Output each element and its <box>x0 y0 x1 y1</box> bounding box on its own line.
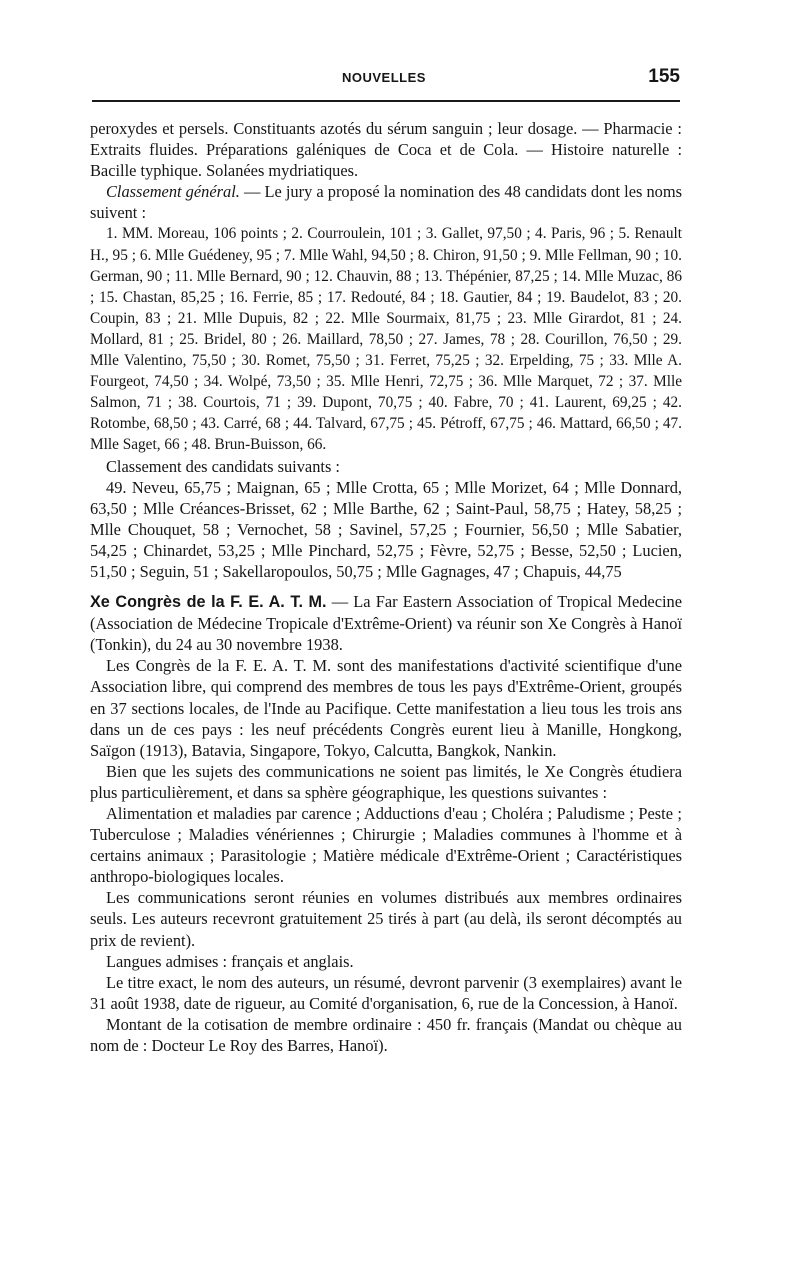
page-number: 155 <box>648 66 680 87</box>
congress-intro-paragraph <box>90 591 682 655</box>
congress-paragraph: Langues admises : français et anglais. <box>106 951 354 971</box>
congress-heading: Xe Congrès de la F. E. A. T. M. <box>90 593 327 612</box>
congress-paragraph: Le titre exact, le nom des auteurs, un résumé, devront parvenir (3 exemplaires) avant le 31 août 1938, date de rigueur, au Comité d'organisation, 6, rue de la Concession, à Hanoï. <box>90 972 682 1013</box>
general-ranking-intro <box>90 181 682 223</box>
general-ranking-label: Classement général. <box>106 182 240 202</box>
running-title: NOUVELLES <box>342 70 426 85</box>
pharmacy-continuation-paragraph: peroxydes et persels. Constituants azotés du sérum sanguin ; leur dosage. — Pharmacie : Extraits fluides. Préparations galéniques de Coca et de Cola. — Histoire naturelle : Bacille typhique. Solanées mydriatiques. <box>90 119 682 181</box>
following-candidates-label: Classement des candidats suivants : <box>106 456 340 476</box>
congress-paragraph: Bien que les sujets des communications ne soient pas limités, le Xe Congrès étudiera plus particulièrement, et dans sa sphère géographique, les questions suivantes : <box>90 761 682 802</box>
congress-intro-text: — La Far Eastern Association of Tropical Medecine (Association de Médecine Tropicale d'Extrême-Orient) va réunir son Xe Congrès à Hanoï (Tonkin), du 24 au 30 novembre 1938. <box>90 592 683 655</box>
running-header <box>90 66 680 90</box>
section-gap <box>90 582 682 591</box>
general-ranking-text: — Le jury a proposé la nomination des 48 candidats dont les noms suivent : <box>90 182 683 223</box>
congress-paragraph: Les Congrès de la F. E. A. T. M. sont des manifestations d'activité scientifique d'une Association libre, qui comprend des membres de tous les pays d'Extrême-Orient, groupés en 37 sections locales, de l'Inde au Pacifique. Cette manifestation a lieu tous les trois ans dans un de ces pays : les neuf précédents Congrès eurent lieu à Manille, Hongkong, Saïgon (1913), Batavia, Singapore, Tokyo, Calcutta, Bangkok, Nankin. <box>90 656 682 760</box>
congress-paragraph: Montant de la cotisation de membre ordinaire : 450 fr. français (Mandat ou chèque au nom de : Docteur Le Roy des Barres, Hanoï). <box>90 1014 682 1056</box>
header-rule <box>92 100 680 102</box>
page-body <box>90 118 682 1056</box>
congress-paragraph: Les communications seront réunies en volumes distribués aux membres ordinaires seuls. Les auteurs recevront gratuitement 25 tirés à part (au delà, ils seront décomptés au prix de revient). <box>90 888 682 950</box>
candidate-ranking-list: 1. MM. Moreau, 106 points ; 2. Courroulein, 101 ; 3. Gallet, 97,50 ; 4. Paris, 96 ; 5. Renault H., 95 ; 6. Mlle Guédeney, 95 ; 7. Mlle Wahl, 94,50 ; 8. Chiron, 91,50 ; 9. Mlle Fellman, 90 ; 10. German, 90 ; 11. Mlle Bernard, 90 ; 12. Chauvin, 88 ; 13. Thépénier, 87,25 ; 14. Mlle Muzac, 86 ; 15. Chastan, 85,25 ; 16. Ferrie, 85 ; 17. Redouté, 84 ; 18. Gautier, 84 ; 19. Baudelot, 83 ; 20. Coupin, 83 ; 21. Mlle Dupuis, 82 ; 22. Mlle Sourmaix, 81,75 ; 23. Mlle Girardot, 81 ; 24. Mollard, 81 ; 25. Bridel, 80 ; 26. Maillard, 78,50 ; 27. James, 78 ; 28. Courillon, 76,50 ; 29. Mlle Valentino, 75,50 ; 30. Romet, 75,50 ; 31. Ferret, 75,25 ; 32. Erpelding, 75 ; 33. Mlle A. Fourgeot, 74,50 ; 34. Wolpé, 73,50 ; 35. Mlle Henri, 72,75 ; 36. Mlle Marquet, 72 ; 37. Mlle Salmon, 71 ; 38. Courtois, 71 ; 39. Dupont, 70,75 ; 40. Fabre, 70 ; 41. Laurent, 69,25 ; 42. Rotombe, 68,50 ; 43. Carré, 68 ; 44. Talvard, 67,75 ; 45. Pétroff, 67,75 ; 46. Mattard, 66,50 ; 47. Mlle Saget, 66 ; 48. Brun-Buisson, 66. <box>90 225 682 454</box>
congress-paragraph: Alimentation et maladies par carence ; Adductions d'eau ; Choléra ; Paludisme ; Peste ; Tuberculose ; Maladies vénériennes ; Chirurgie ; Maladies communes à l'homme et à certains animaux ; Parasitologie ; Matière médicale d'Extrême-Orient ; Caractéristiques anthropo-biologiques locales. <box>90 804 682 887</box>
following-candidates-list: 49. Neveu, 65,75 ; Maignan, 65 ; Mlle Crotta, 65 ; Mlle Morizet, 64 ; Mlle Donnard, 63,50 ; Mlle Créances-Brisset, 62 ; Mlle Barthe, 62 ; Saint-Paul, 58,75 ; Hatey, 58,25 ; Mlle Chouquet, 58 ; Vernochet, 58 ; Savinel, 57,25 ; Fournier, 56,50 ; Mlle Sabatier, 54,25 ; Chinardet, 53,25 ; Mlle Pinchard, 52,75 ; Fèvre, 52,75 ; Besse, 52,50 ; Lucien, 51,50 ; Seguin, 51 ; Sakellaropoulos, 50,75 ; Mlle Gagnages, 47 ; Chapuis, 44,75 <box>90 477 682 581</box>
